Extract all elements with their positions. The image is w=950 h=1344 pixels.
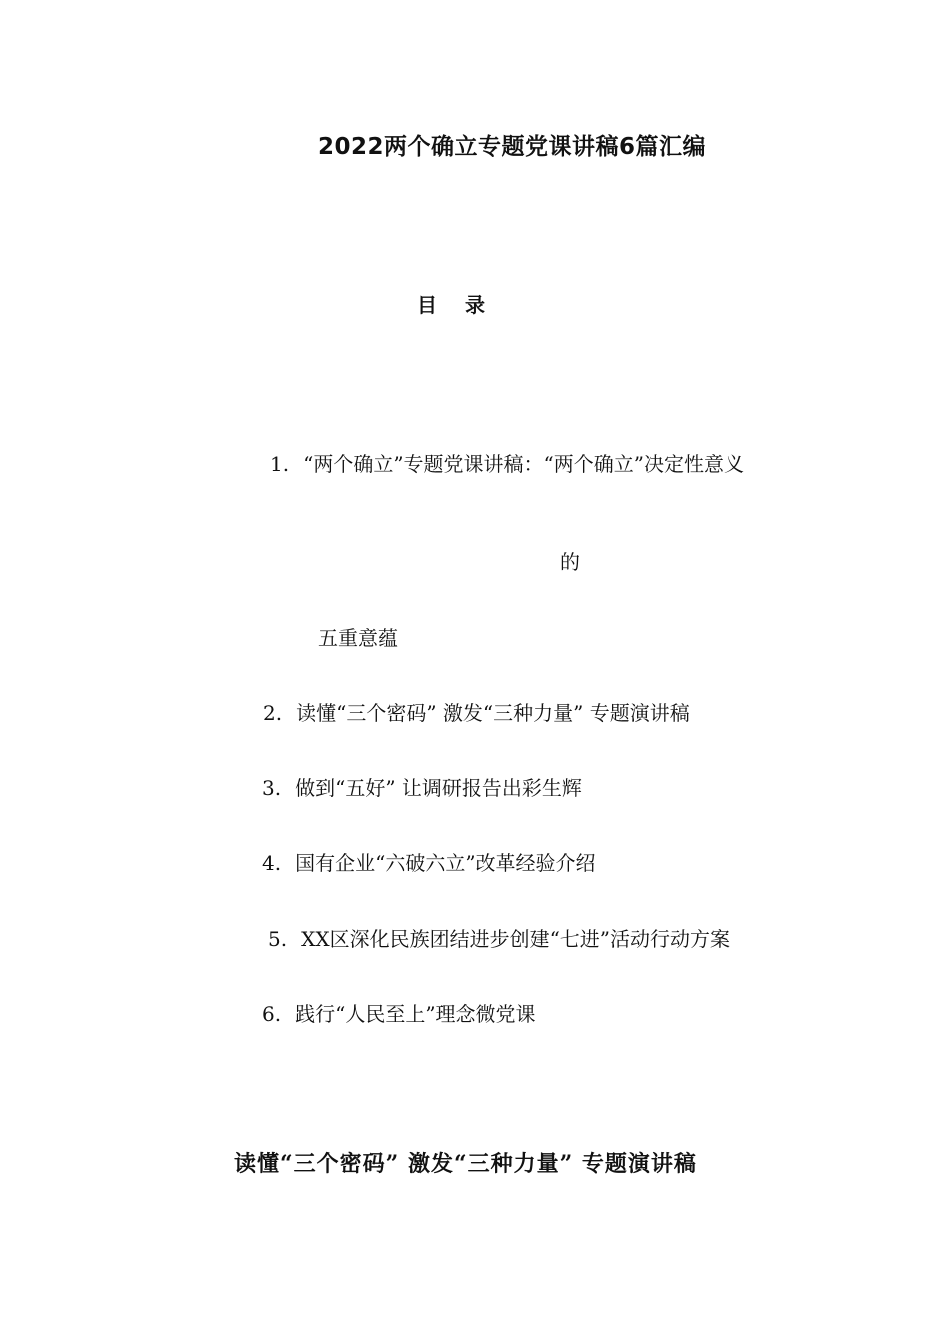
toc-item-1-continuation: 的 — [560, 550, 580, 574]
toc-item-text: 践行“人民至上”理念微党课 — [295, 1002, 536, 1026]
toc-item-text: 读懂“三个密码” 激发“三种力量” 专题演讲稿 — [296, 701, 690, 725]
toc-item-text: 做到“五好” 让调研报告出彩生辉 — [295, 776, 582, 800]
toc-item-number: 3. — [262, 776, 282, 800]
toc-item-2 — [263, 697, 690, 726]
toc-item-1-continuation: 五重意蕴 — [318, 626, 398, 650]
toc-item-number: 1. — [270, 452, 290, 476]
toc-item-5 — [268, 923, 730, 952]
toc-item-number: 2. — [263, 701, 283, 725]
toc-item-text: XX区深化民族团结进步创建“七进”活动行动方案 — [301, 927, 731, 951]
toc-item-number: 6. — [262, 1002, 282, 1026]
toc-item-3 — [262, 772, 582, 801]
toc-heading: 目录 — [417, 293, 513, 317]
document-title: 2022两个确立专题党课讲稿6篇汇编 — [317, 134, 707, 160]
toc-item-number: 4. — [262, 851, 282, 875]
toc-item-text: 国有企业“六破六立”改革经验介绍 — [295, 851, 596, 875]
section-title: 读懂“三个密码” 激发“三种力量” 专题演讲稿 — [234, 1151, 697, 1177]
toc-item-6 — [262, 998, 536, 1027]
toc-item-text: “两个确立”专题党课讲稿：“两个确立”决定性意义 — [303, 452, 744, 476]
toc-item-4 — [262, 847, 596, 876]
toc-item-number: 5. — [268, 927, 288, 951]
toc-item-1 — [270, 448, 744, 477]
